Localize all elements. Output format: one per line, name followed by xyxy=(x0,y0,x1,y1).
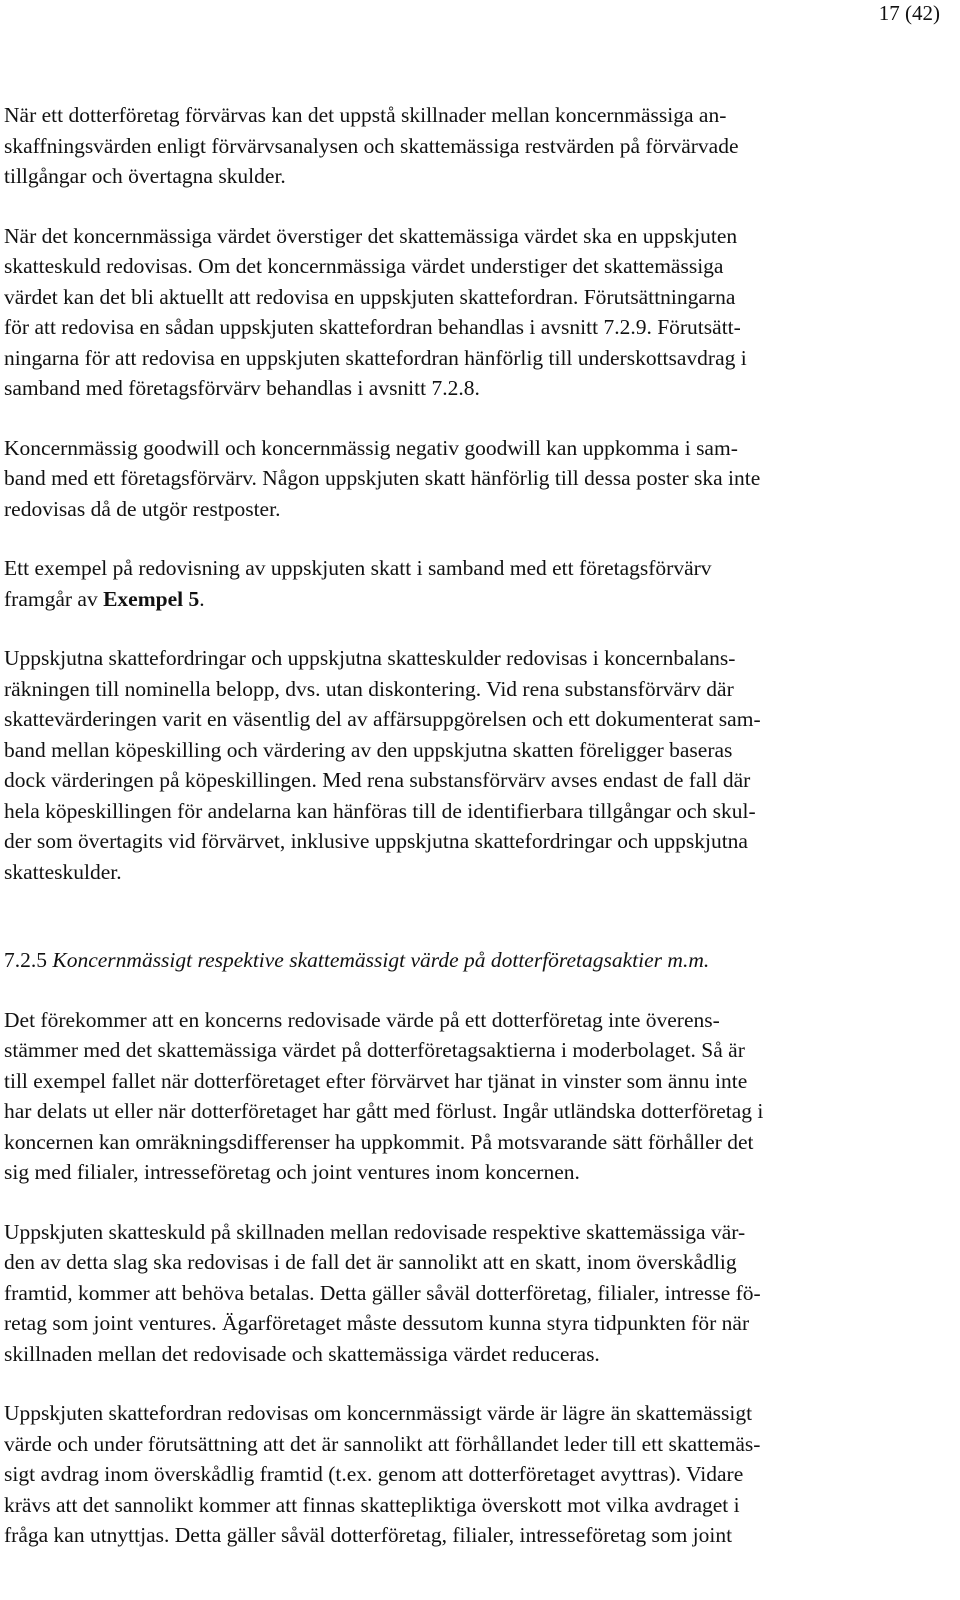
paragraph-redovisat-varde: Det förekommer att en koncerns redovisade värde på ett dotterföretag inte överens- stämmer med det skattemässiga värdet på dotterföretagsaktierna i moderbolaget. Så är till exempel fallet när dotterföretaget efter förvärvet har tjänat in vinster som ännu inte har delats ut eller när dotterföretaget har gått med förlust. Ingår utländska dotterföretag i koncernen kan omräkningsdifferenser ha uppkommit. På motsvarande sätt förhåller det sig med filialer, intresseföretag och joint ventures inom koncernen. xyxy=(4,1007,764,1184)
page-number: 17 (42) xyxy=(878,1,940,25)
section-title: Koncernmässigt respektive skattemässigt värde på dotterföretagsaktier m.m. xyxy=(52,948,710,972)
paragraph-skatteskuld-skillnad: Uppskjuten skatteskuld på skillnaden mellan redovisade respektive skattemässiga vär- den av detta slag ska redovisas i de fall det är sannolikt att en skatt, inom överskådlig framtid, kommer att behöva betalas. Detta gäller såväl dotterföretag, filialer, intresse fö- retag som joint ventures. Ägarföretaget måste dessutom kunna styra tidpunkten för när skillnaden mellan det redovisade och skattemässiga värdet reduceras. xyxy=(4,1219,761,1366)
exempel-reference: Exempel 5 xyxy=(103,586,200,611)
paragraph-exempel-text: Ett exempel på redovisning av uppskjuten skatt i samband med ett företagsförvärv framgår av xyxy=(4,556,712,611)
paragraph-exempel xyxy=(4,553,952,614)
paragraph-exempel-end: . xyxy=(199,586,205,611)
paragraph-goodwill: Koncernmässig goodwill och koncernmässig negativ goodwill kan uppkomma i sam- band med ett företagsförvärv. Någon uppskjuten skatt hänförlig till dessa poster ska inte redovisas då de utgör restposter. xyxy=(4,435,761,521)
paragraph-dotterforetag-forvarv: När ett dotterföretag förvärvas kan det uppstå skillnader mellan koncernmässiga an- skaffningsvärden enligt förvärvsanalysen och skattemässiga restvärden på förvärvade tillgångar och övertagna skulder. xyxy=(4,103,739,188)
paragraph-nominella-belopp: Uppskjutna skattefordringar och uppskjutna skatteskulder redovisas i koncernbalans- räkningen till nominella belopp, dvs. utan diskontering. Vid rena substansförvärv där skattevärderingen varit en väsentlig del av affärsuppgörelsen och ett dokumenterat sam- band mellan köpeskilling och värdering av den uppskjutna skatten föreligger baseras dock värderingen på köpeskillingen. Med rena substansförvärv avses endast de fall där hela köpeskillingen för andelarna kan hänföras till de identifierbara tillgångar och skul- der som övertagits vid förvärvet, inklusive uppskjutna skattefordringar och uppskjutna skatteskulder. xyxy=(4,646,761,884)
paragraph-uppskjuten-skatteskuld: När det koncernmässiga värdet överstiger det skattemässiga värdet ska en uppskjuten skatteskuld redovisas. Om det koncernmässiga värdet understiger det skattemässiga värdet kan det bli aktuellt att redovisa en uppskjuten skattefordran. Förutsättningarna för att redovisa en sådan uppskjuten skattefordran behandlas i avsnitt 7.2.9. Förutsätt- ningarna för att redovisa en uppskjuten skattefordran hänförlig till underskottsavdrag i samband med företagsförvärv behandlas i avsnitt 7.2.8. xyxy=(4,223,747,400)
document-body xyxy=(4,100,952,1551)
paragraph-skattefordran: Uppskjuten skattefordran redovisas om koncernmässigt värde är lägre än skattemässigt värde och under förutsättning att det är sannolikt att förhållandet leder till ett skattemäs- sigt avdrag inom överskådlig framtid (t.ex. genom att dotterföretaget avyttras). Vidare krävs att det sannolikt kommer att finnas skattepliktiga överskott mot vilka avdraget i fråga kan utnyttjas. Detta gäller såväl dotterföretag, filialer, intresseföretag som joint xyxy=(4,1401,761,1547)
section-heading xyxy=(4,945,952,976)
section-number: 7.2.5 xyxy=(4,948,47,972)
